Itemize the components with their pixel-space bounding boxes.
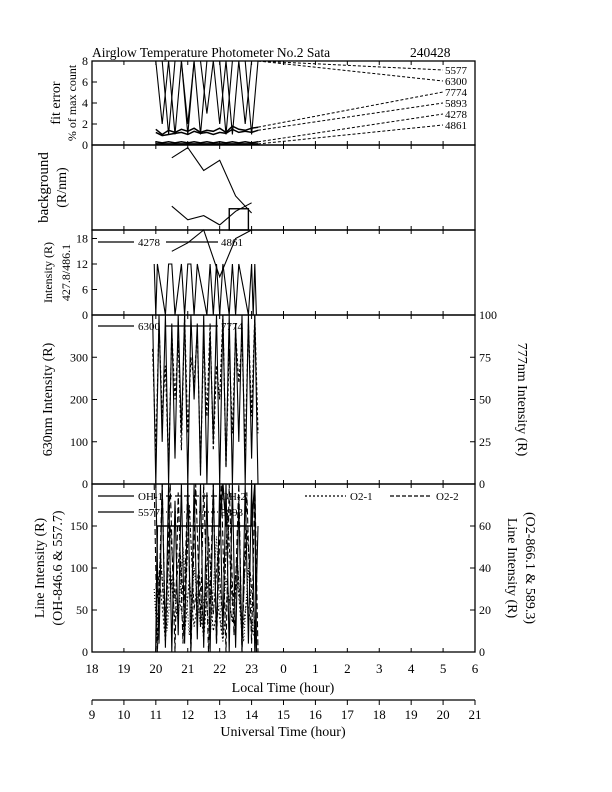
local-time-tick-label: 6 <box>471 661 479 676</box>
legend-label-O2-2: O2-2 <box>436 491 459 503</box>
fit-error-series-line <box>156 126 258 134</box>
line-intensity-y2label-1: Line Intensity (R) <box>504 517 519 619</box>
universal-time-tick-label: 9 <box>88 707 96 722</box>
chart-date: 240428 <box>410 45 451 60</box>
line-intensity-ylabel-2: (OH-846.6 & 557.7) <box>51 510 66 626</box>
local-time-tick-label: 19 <box>117 661 131 676</box>
universal-time-tick-label: 11 <box>149 707 163 722</box>
fit-error-legend-5893: 5893 <box>445 98 467 110</box>
y2-tick-label: 100 <box>479 308 497 322</box>
fit-error-ylabel-1: fit error <box>49 81 64 125</box>
y-tick-label: 6 <box>82 75 88 89</box>
fit-error-leader-line <box>258 61 443 70</box>
local-time-tick-label: 4 <box>407 661 415 676</box>
legend-label-7774: 7774 <box>221 321 243 333</box>
label-layer <box>33 64 537 625</box>
y-tick-label: 2 <box>82 117 88 131</box>
background-series-line <box>172 148 252 213</box>
panel-frame-2 <box>92 145 475 230</box>
y2-tick-label: 0 <box>479 477 485 491</box>
y2-tick-label: 0 <box>479 645 485 659</box>
chart-title: Airglow Temperature Photometer No.2 Sata <box>92 45 331 60</box>
legend-label-OH-1: OH-1 <box>138 491 164 503</box>
y2-tick-label: 40 <box>479 561 491 575</box>
intensity-427-486-series-line <box>154 264 256 315</box>
y-tick-label: 0 <box>82 477 88 491</box>
universal-time-tick-label: 15 <box>277 707 290 722</box>
fit-error-leader-line <box>258 61 443 81</box>
y-tick-label: 0 <box>82 308 88 322</box>
legend-label-O2-1: O2-1 <box>350 491 373 503</box>
y-tick-label: 100 <box>70 434 88 449</box>
local-time-tick-label: 3 <box>376 661 383 676</box>
local-time-tick-label: 1 <box>312 661 319 676</box>
y-tick-label: 12 <box>76 257 88 271</box>
legend-label-5893: 5893 <box>221 507 243 519</box>
legend-label-6300: 6300 <box>138 321 160 333</box>
panel-frame-1 <box>92 61 475 145</box>
y-tick-label: 18 <box>76 231 88 246</box>
y2-tick-label: 60 <box>479 519 491 533</box>
fit-error-series-line <box>156 61 258 135</box>
universal-time-tick-label: 21 <box>468 707 482 722</box>
panel-frame-4 <box>92 315 475 484</box>
line-intensity-y2label-2: (O2-866.1 & 589.3) <box>522 512 537 624</box>
background-series-line <box>172 203 252 225</box>
axes-layer <box>70 54 497 722</box>
local-time-tick-label: 18 <box>85 661 99 676</box>
local-time-axis-label: Local Time (hour) <box>231 681 335 696</box>
y2-tick-label: 25 <box>479 434 491 449</box>
background-box-mark <box>229 209 248 230</box>
universal-time-tick-label: 19 <box>404 707 418 722</box>
line-intensity-ylabel-1: Line Intensity (R) <box>33 517 48 619</box>
fit-error-leader-line <box>258 92 443 127</box>
y-tick-label: 50 <box>76 603 88 617</box>
universal-time-tick-label: 10 <box>117 707 131 722</box>
universal-time-tick-label: 13 <box>213 707 227 722</box>
fit-error-ylabel-2: % of max count <box>65 64 79 142</box>
legend-label-4278: 4278 <box>138 237 160 249</box>
universal-time-tick-label: 18 <box>372 707 386 722</box>
y2-tick-label: 20 <box>479 603 491 617</box>
y-tick-label: 0 <box>82 645 88 659</box>
fit-error-legend-7774: 7774 <box>445 87 467 99</box>
legend-label-5577: 5577 <box>138 507 160 519</box>
legend-label-4861: 4861 <box>221 237 243 249</box>
y-tick-label: 6 <box>82 282 88 297</box>
fit-error-leader-line <box>258 114 443 142</box>
local-time-tick-label: 20 <box>149 661 163 676</box>
y-tick-label: 200 <box>70 392 88 407</box>
fit-error-leader-line <box>258 103 443 130</box>
y2-tick-label: 75 <box>479 350 491 365</box>
legend-label-OH-2: OH-2 <box>221 491 247 503</box>
data-layer <box>98 61 443 652</box>
fit-error-leader-line <box>258 125 443 144</box>
local-time-tick-label: 2 <box>344 661 351 676</box>
universal-time-tick-label: 16 <box>308 707 322 722</box>
fit-error-legend-5577: 5577 <box>445 65 467 77</box>
intensity-427-ylabel-1: Intensity (R) <box>41 242 55 303</box>
y-tick-label: 100 <box>70 561 88 575</box>
background-ylabel-1: background <box>36 152 52 223</box>
fit-error-legend-6300: 6300 <box>445 76 467 88</box>
local-time-tick-label: 23 <box>245 661 259 676</box>
local-time-tick-label: 22 <box>213 661 227 676</box>
background-ylabel-2: (R/nm) <box>55 167 70 208</box>
universal-time-tick-label: 17 <box>340 707 354 722</box>
fit-error-series-line <box>156 142 258 143</box>
y2-tick-label: 50 <box>479 392 491 407</box>
fit-error-legend-4861: 4861 <box>445 120 467 132</box>
local-time-tick-label: 21 <box>181 661 195 676</box>
y-tick-label: 300 <box>70 350 88 365</box>
fit-error-legend-4278: 4278 <box>445 109 467 121</box>
local-time-tick-label: 0 <box>280 661 287 676</box>
intensity-777-ylabel: 777nm Intensity (R) <box>514 342 529 457</box>
intensity-630-ylabel: 630nm Intensity (R) <box>41 342 56 457</box>
y-tick-label: 0 <box>82 138 88 152</box>
y-tick-label: 4 <box>82 96 88 110</box>
y-tick-label: 8 <box>82 54 88 68</box>
y-tick-label: 150 <box>70 519 88 533</box>
universal-time-tick-label: 12 <box>181 707 195 722</box>
universal-time-tick-label: 14 <box>245 707 259 722</box>
local-time-tick-label: 5 <box>439 661 447 676</box>
universal-time-tick-label: 20 <box>436 707 450 722</box>
universal-time-axis-label: Universal Time (hour) <box>220 725 346 740</box>
intensity-427-ylabel-2: 427.8/486.1 <box>59 243 73 302</box>
